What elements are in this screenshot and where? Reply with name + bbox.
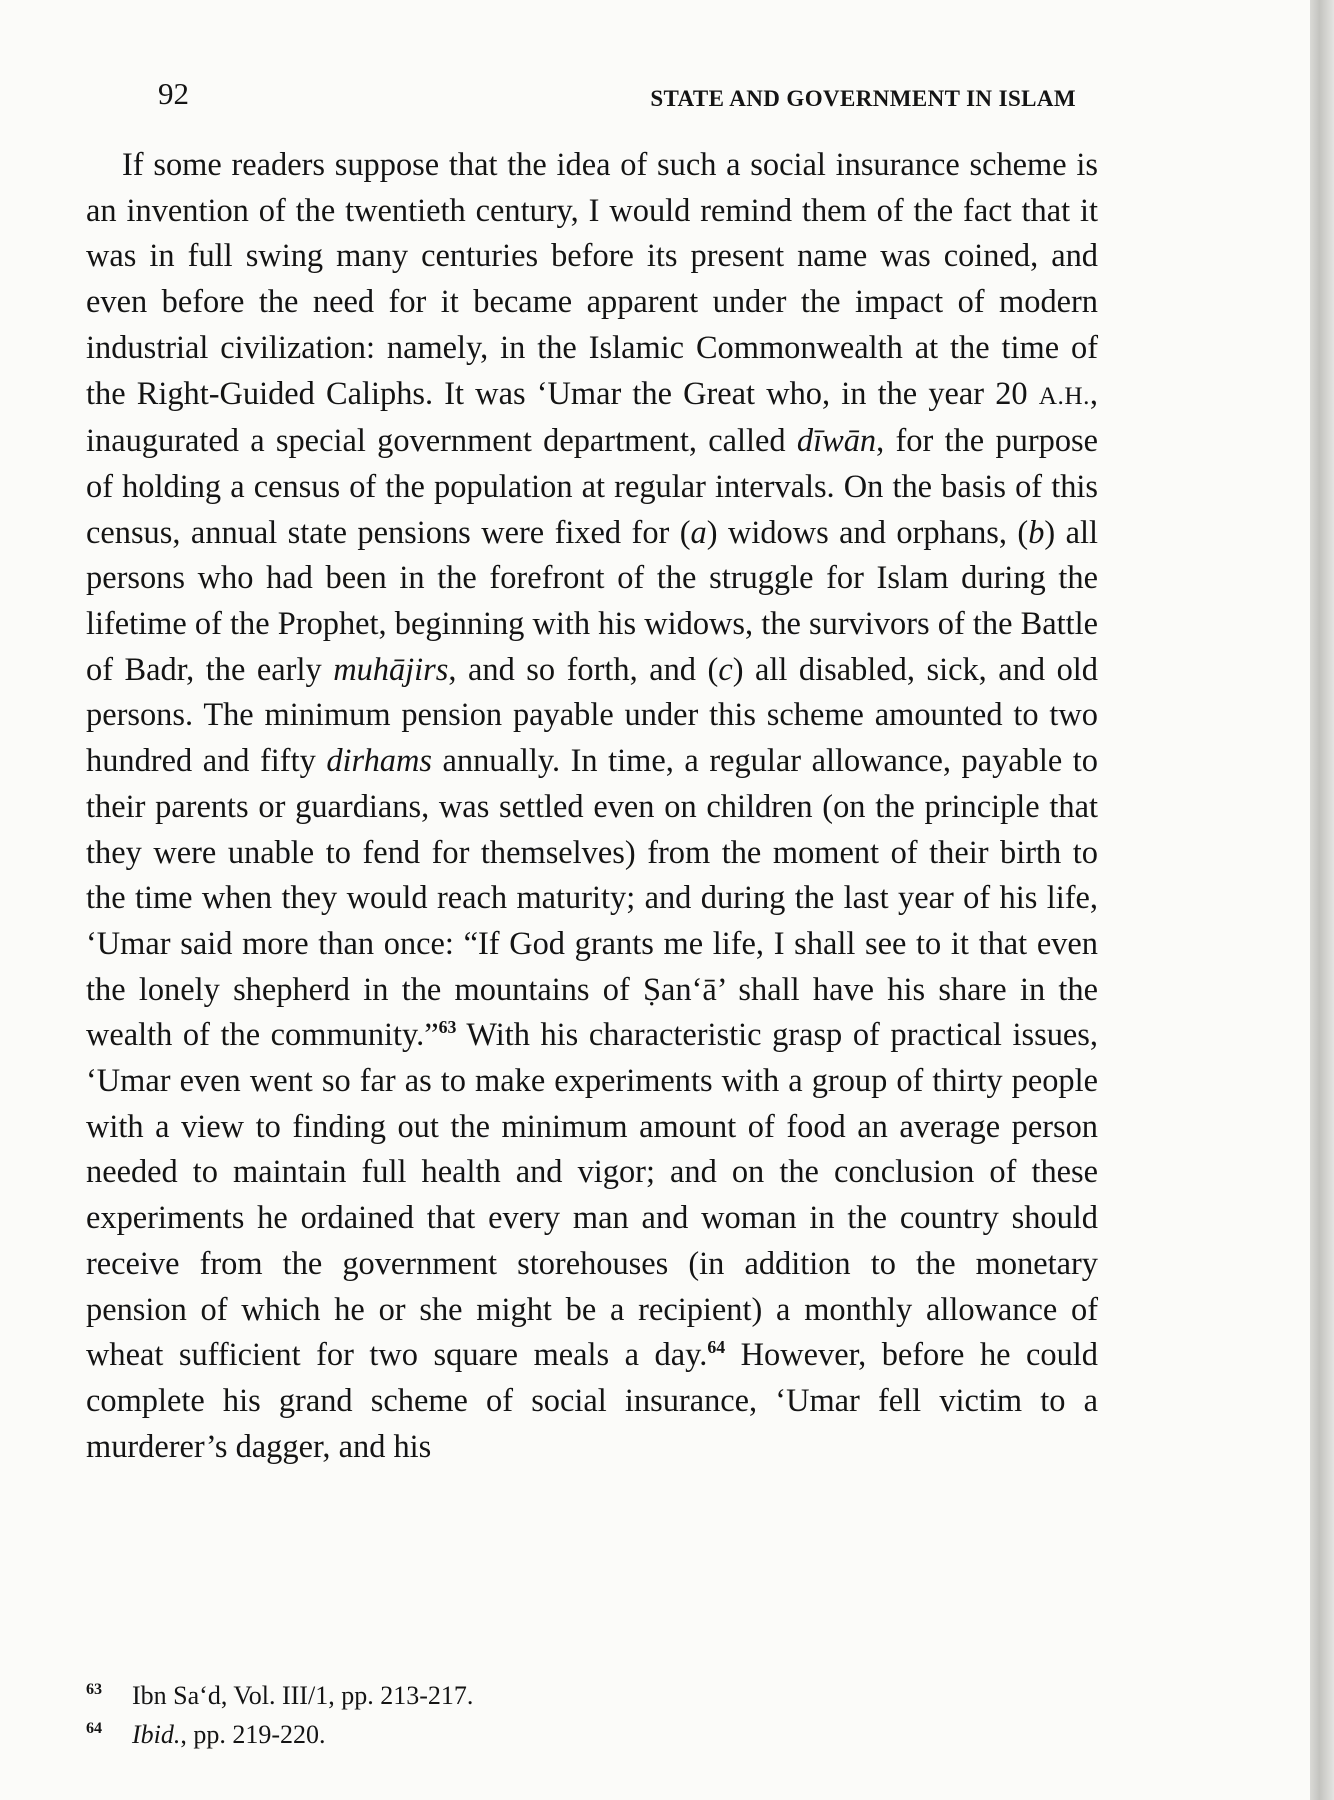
footnote-ibid: Ibid. (132, 1720, 181, 1749)
text-segment: If some readers suppose that the idea of such a social insurance scheme is an invention of the twentieth century, I would remind them of the fact that it was in full swing many centuries before its present name was coined, and even before the need for it became apparent under the impact of modern industrial civilization: namely, in the Islamic Commonwealth at the time of the Right-Guided Caliphs. It was ‘Umar the Great who, in the year 20 (86, 147, 1098, 412)
footnote-ref-64[interactable]: 64 (707, 1337, 726, 1358)
main-paragraph (86, 143, 1098, 1470)
footnotes (86, 1676, 1098, 1754)
text-segment: ) all disabled, sick, and old persons. The minimum pension payable under this scheme amounted to two hundred and fifty (86, 651, 1098, 780)
text-segment: However, before he could complete his grand scheme of social insurance, ‘Umar fell victim to a murderer’s dagger, and his (86, 1337, 1098, 1465)
text-segment: ) all persons who had been in the forefront of the struggle for Islam during the lifetime of the Prophet, beginning with his widows, the survivors of the Battle of Badr, the early (86, 514, 1098, 688)
footnote-text: , pp. 219-220. (180, 1720, 326, 1749)
page-number: 92 (158, 76, 189, 111)
list-label-b: b (1028, 514, 1045, 551)
term-muhajirs: muhājirs (333, 651, 449, 688)
text-segment: , and so forth, and ( (448, 651, 719, 688)
text-segment: annually. In time, a regular allowance, payable to their parents or guardians, was settled even on children (on the principle that they were unable to fend for themselves) from the moment of their birth to the time when they would reach maturity; and during the last year of his life, ‘Umar said more than once: “If God grants me life, I shall see to it that even the lonely shepherd in the mountains of Ṣan‘ā’ shall have his share in the wealth of the community.” (86, 743, 1099, 1054)
footnote-ref-63[interactable]: 63 (438, 1017, 457, 1038)
footnote-64: 64 Ibid., pp. 219-220. (86, 1720, 326, 1749)
footnote-text: Ibn Sa‘d, Vol. III/1, pp. 213-217. (132, 1681, 474, 1710)
list-label-c: c (718, 651, 733, 688)
term-diwan: dīwān (796, 423, 877, 460)
text-segment: With his characteristic grasp of practical issues, ‘Umar even went so far as to make experiments with a group of thirty people with a view to finding out the minimum amount of food an average person needed to maintain full health and vigor; and on the conclusion of these experiments he ordained that every man and woman in the country should receive from the government storehouses (in addition to the monetary pension of which he or she might be a recipient) a monthly allowance of wheat sufficient for two square meals a day. (86, 1017, 1098, 1374)
list-label-a: a (690, 514, 707, 551)
text-segment: , for the purpose of holding a census of the population at regular intervals. On the basis of this census, annual state pensions were fixed for ( (86, 423, 1099, 551)
era-abbreviation: A.H. (1038, 381, 1090, 410)
text-segment: ) widows and orphans, ( (706, 514, 1029, 551)
term-dirhams: dirhams (326, 743, 432, 780)
paragraph (86, 143, 1098, 1470)
running-title: STATE AND GOVERNMENT IN ISLAM (650, 86, 1076, 111)
text-segment: , inaugurated a special government department, called (86, 375, 1098, 460)
footnote-63: 63 Ibn Sa‘d, Vol. III/1, pp. 213-217. (86, 1681, 474, 1710)
page-edge-shadow (1310, 0, 1334, 1800)
